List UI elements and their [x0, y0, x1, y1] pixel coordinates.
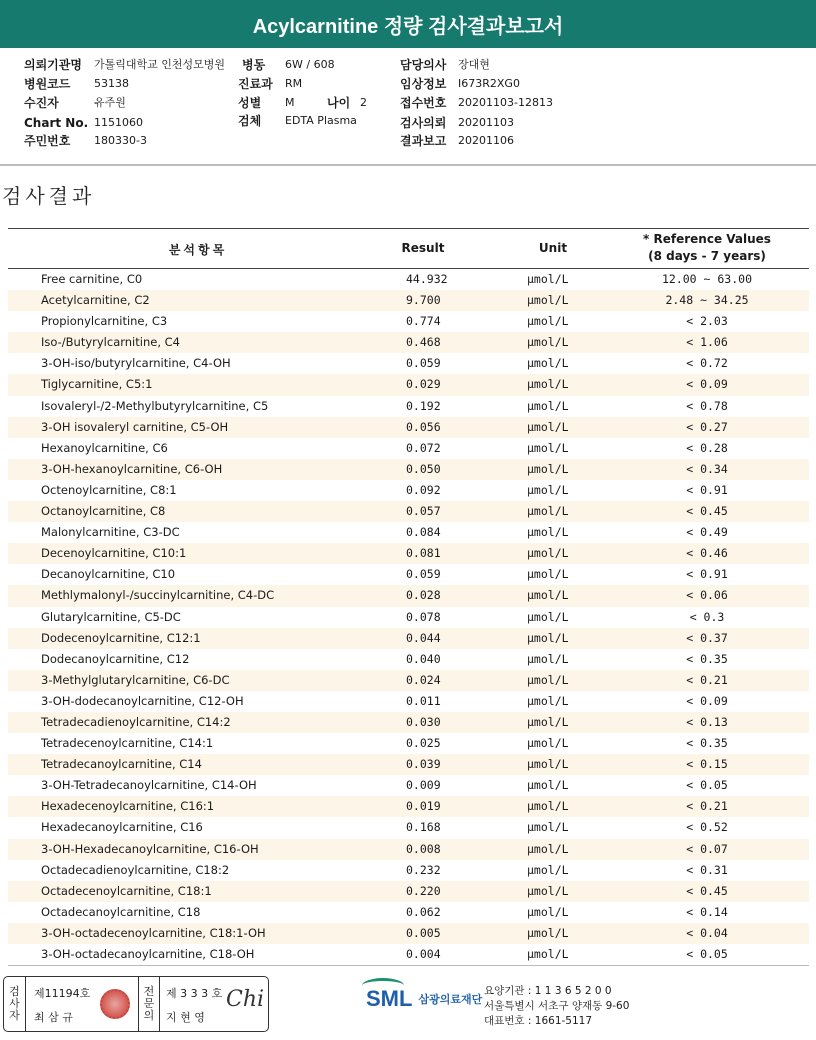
reference-value: < 0.37 — [686, 630, 728, 645]
unit-value: μmol/L — [527, 567, 569, 582]
reference-value: < 0.09 — [686, 377, 728, 392]
analyte-name: 3-Methylglutarylcarnitine, C6-DC — [41, 672, 230, 687]
specialist-name: 지 현 영 — [166, 1011, 205, 1024]
table-row — [8, 374, 809, 395]
table-row — [8, 438, 809, 459]
reference-value: < 0.07 — [686, 841, 728, 856]
unit-value: μmol/L — [527, 736, 569, 751]
result-value: 0.078 — [406, 609, 441, 624]
table-row — [8, 564, 809, 585]
report-date-label: 결과보고 — [400, 134, 447, 148]
analyte-name: 3-OH-iso/butyrylcarnitine, C4-OH — [41, 356, 231, 371]
result-value: 0.044 — [406, 630, 441, 645]
unit-value: μmol/L — [527, 314, 569, 329]
reference-value: < 0.72 — [686, 356, 728, 371]
result-value: 0.220 — [406, 883, 441, 898]
unit-value: μmol/L — [527, 672, 569, 687]
table-row — [8, 585, 809, 606]
table-row — [8, 860, 809, 881]
unit-value: μmol/L — [527, 947, 569, 961]
header-item: 분석항목 — [168, 243, 228, 257]
result-value: 0.062 — [406, 904, 441, 919]
unit-value: μmol/L — [527, 630, 569, 645]
table-row — [8, 417, 809, 438]
collector-value: 유주원 — [94, 96, 126, 109]
header-result: Result — [401, 241, 445, 255]
result-value: 0.028 — [406, 588, 441, 603]
analyte-name: Octadecenoylcarnitine, C18:1 — [41, 883, 212, 898]
result-value: 0.192 — [406, 398, 441, 413]
table-row — [8, 775, 809, 796]
table-bottom-rule — [8, 965, 809, 966]
unit-value: μmol/L — [527, 778, 569, 793]
reference-value: < 0.52 — [686, 820, 728, 835]
table-body — [8, 269, 809, 965]
specialist-label-2: 문 — [143, 997, 155, 1010]
table-row — [8, 796, 809, 817]
table-row — [8, 543, 809, 564]
analyte-name: Glutarylcarnitine, C5-DC — [41, 609, 181, 624]
footer — [0, 972, 816, 1040]
signature-box — [3, 976, 269, 1032]
analyte-name: Tiglycarnitine, C5:1 — [41, 377, 153, 392]
result-value: 0.168 — [406, 820, 441, 835]
result-value: 0.019 — [406, 799, 441, 814]
analyte-name: Decenoylcarnitine, C10:1 — [41, 546, 187, 561]
table-row — [8, 628, 809, 649]
result-value: 9.700 — [406, 293, 441, 308]
result-value: 0.029 — [406, 377, 441, 392]
table-row — [8, 839, 809, 860]
institution-phone: 대표번호 : 1661-5117 — [484, 1015, 593, 1027]
unit-value: μmol/L — [527, 588, 569, 603]
analyte-name: Tetradecenoylcarnitine, C14:1 — [41, 736, 214, 751]
unit-value: μmol/L — [527, 546, 569, 561]
analyte-name: Acetylcarnitine, C2 — [41, 293, 150, 308]
request-value: 20201103 — [458, 116, 514, 129]
clinical-label: 임상정보 — [400, 77, 447, 91]
result-value: 44.932 — [406, 272, 448, 286]
reference-value: < 0.3 — [689, 609, 725, 624]
reference-value: < 0.06 — [686, 588, 728, 603]
analyte-name: 3-OH-Hexadecanoylcarnitine, C16-OH — [41, 841, 259, 856]
logo-mark: SML — [366, 986, 413, 1011]
header-reference: * Reference Values — [643, 232, 771, 246]
table-row — [8, 817, 809, 838]
result-value: 0.005 — [406, 925, 441, 940]
result-value: 0.024 — [406, 672, 441, 687]
doctor-value: 장대현 — [458, 58, 490, 71]
receipt-value: 20201103-12813 — [458, 96, 553, 109]
table-row — [8, 902, 809, 923]
results-table — [8, 228, 809, 966]
reference-value: < 0.78 — [686, 398, 728, 413]
result-value: 0.057 — [406, 504, 441, 519]
chart-label: Chart No. — [24, 116, 89, 130]
reference-value: < 2.03 — [686, 314, 728, 329]
reference-value: < 0.91 — [686, 482, 728, 497]
reference-value: < 0.91 — [686, 567, 728, 582]
unit-value: μmol/L — [527, 883, 569, 898]
examiner-label — [4, 977, 26, 1031]
analyte-name: 3-OH-hexanoylcarnitine, C6-OH — [41, 461, 223, 476]
table-row — [8, 649, 809, 670]
unit-value: μmol/L — [527, 904, 569, 919]
table-row — [8, 332, 809, 353]
unit-value: μmol/L — [527, 461, 569, 476]
analyte-name: Dodecenoylcarnitine, C12:1 — [41, 630, 201, 645]
unit-value: μmol/L — [527, 398, 569, 413]
unit-value: μmol/L — [527, 272, 569, 286]
result-value: 0.081 — [406, 546, 441, 561]
table-row — [8, 522, 809, 543]
result-value: 0.774 — [406, 314, 441, 329]
analyte-name: Hexanoylcarnitine, C6 — [41, 440, 168, 455]
reference-value: < 0.05 — [686, 947, 728, 961]
table-row — [8, 353, 809, 374]
unit-value: μmol/L — [527, 841, 569, 856]
analyte-name: Hexadecenoylcarnitine, C16:1 — [41, 799, 215, 814]
result-value: 0.468 — [406, 335, 441, 350]
analyte-name: 3-OH-dodecanoylcarnitine, C12-OH — [41, 693, 244, 708]
result-value: 0.056 — [406, 419, 441, 434]
table-row — [8, 881, 809, 902]
specialist-label-1: 전 — [143, 985, 155, 998]
unit-value: μmol/L — [527, 525, 569, 540]
table-row — [8, 501, 809, 522]
result-value: 0.059 — [406, 567, 441, 582]
patient-info — [0, 48, 816, 166]
reference-value: 2.48 ~ 34.25 — [665, 293, 749, 308]
hospital-code-value: 53138 — [94, 77, 129, 90]
result-value: 0.011 — [406, 693, 441, 708]
reference-value: < 0.21 — [686, 672, 728, 687]
unit-value: μmol/L — [527, 440, 569, 455]
unit-value: μmol/L — [527, 482, 569, 497]
analyte-name: 3-OH-octadecenoylcarnitine, C18:1-OH — [41, 925, 266, 940]
unit-value: μmol/L — [527, 799, 569, 814]
examiner-name: 최 삼 규 — [34, 1011, 73, 1024]
result-value: 0.025 — [406, 736, 441, 751]
unit-value: μmol/L — [527, 609, 569, 624]
unit-value: μmol/L — [527, 757, 569, 772]
examiner-label-2: 사 — [9, 997, 20, 1010]
reference-value: < 0.46 — [686, 546, 728, 561]
unit-value: μmol/L — [527, 820, 569, 835]
analyte-name: 3-OH-octadecanoylcarnitine, C18-OH — [41, 947, 255, 961]
specimen-value: EDTA Plasma — [285, 114, 357, 127]
specimen-label: 검체 — [238, 114, 262, 128]
reference-value: < 0.45 — [686, 504, 728, 519]
analyte-name: Octadecanoylcarnitine, C18 — [41, 904, 201, 919]
institution-address: 서울특별시 서초구 양재동 9-60 — [484, 1000, 630, 1012]
table-row — [8, 459, 809, 480]
reference-value: < 0.35 — [686, 651, 728, 666]
age-value: 2 — [360, 96, 367, 109]
result-value: 0.039 — [406, 757, 441, 772]
unit-value: μmol/L — [527, 693, 569, 708]
analyte-name: Methlymalonyl-/succinylcarnitine, C4-DC — [41, 588, 275, 603]
sml-logo — [366, 986, 482, 1012]
reference-value: < 0.05 — [686, 778, 728, 793]
institution-code: 요양기관 : 1 1 3 6 5 2 0 0 — [484, 985, 612, 997]
dept-label: 진료과 — [238, 77, 273, 91]
ward-value: 6W / 608 — [285, 58, 335, 71]
reference-value: < 0.15 — [686, 757, 728, 772]
report-title: Acylcarnitine 정량 검사결과보고서 — [0, 0, 816, 48]
table-row — [8, 691, 809, 712]
table-row — [8, 480, 809, 501]
reference-value: < 0.45 — [686, 883, 728, 898]
reference-value: < 0.04 — [686, 925, 728, 940]
analyte-name: Propionylcarnitine, C3 — [41, 314, 168, 329]
result-value: 0.008 — [406, 841, 441, 856]
analyte-name: Hexadecanoylcarnitine, C16 — [41, 820, 203, 835]
id-label: 주민번호 — [24, 134, 71, 148]
collector-label: 수진자 — [24, 96, 59, 110]
hospital-code-label: 병원코드 — [24, 77, 71, 91]
analyte-name: Decanoylcarnitine, C10 — [41, 567, 176, 582]
analyte-name: 3-OH isovaleryl carnitine, C5-OH — [41, 419, 229, 434]
reference-value: < 0.09 — [686, 693, 728, 708]
sex-value: M — [285, 96, 295, 109]
result-value: 0.030 — [406, 714, 441, 729]
examiner-license: 제11194호 — [34, 987, 91, 1000]
examiner-label-1: 검 — [9, 985, 20, 998]
unit-value: μmol/L — [527, 377, 569, 392]
unit-value: μmol/L — [527, 714, 569, 729]
unit-value: μmol/L — [527, 419, 569, 434]
table-header — [8, 229, 809, 269]
section-title: 검사결과 — [2, 184, 96, 208]
reference-value: < 0.35 — [686, 736, 728, 751]
examiner-seal-icon — [100, 989, 130, 1019]
doctor-label: 담당의사 — [400, 58, 447, 72]
result-value: 0.040 — [406, 651, 441, 666]
chart-value: 1151060 — [94, 116, 143, 129]
report-date-value: 20201106 — [458, 134, 514, 147]
result-value: 0.232 — [406, 862, 441, 877]
specialist-label — [138, 977, 160, 1031]
reference-value: < 0.31 — [686, 862, 728, 877]
unit-value: μmol/L — [527, 356, 569, 371]
analyte-name: 3-OH-Tetradecanoylcarnitine, C14-OH — [41, 778, 257, 793]
hospital-label: 의뢰기관명 — [24, 58, 82, 72]
table-row — [8, 269, 809, 290]
result-value: 0.050 — [406, 461, 441, 476]
table-row — [8, 754, 809, 775]
unit-value: μmol/L — [527, 504, 569, 519]
reference-value: < 0.21 — [686, 799, 728, 814]
ward-label: 병동 — [242, 58, 266, 72]
unit-value: μmol/L — [527, 335, 569, 350]
reference-value: < 0.49 — [686, 525, 728, 540]
analyte-name: Tetradecanoylcarnitine, C14 — [41, 757, 202, 772]
examiner-label-3: 자 — [9, 1009, 20, 1022]
result-value: 0.072 — [406, 440, 441, 455]
header-reference-range: (8 days - 7 years) — [648, 249, 766, 263]
reference-value: 12.00 ~ 63.00 — [661, 272, 752, 286]
hospital-value: 가톨릭대학교 인천성모병원 — [94, 58, 226, 71]
reference-value: < 0.28 — [686, 440, 728, 455]
logo-org-name: 삼광의료재단 — [418, 993, 483, 1006]
dept-value: RM — [285, 77, 303, 90]
reference-value: < 0.14 — [686, 904, 728, 919]
receipt-label: 접수번호 — [400, 96, 447, 110]
id-value: 180330-3 — [94, 134, 147, 147]
unit-value: μmol/L — [527, 925, 569, 940]
reference-value: < 1.06 — [686, 335, 728, 350]
result-value: 0.004 — [406, 947, 441, 961]
specialist-label-3: 의 — [143, 1009, 155, 1022]
analyte-name: Tetradecadienoylcarnitine, C14:2 — [41, 714, 231, 729]
table-row — [8, 290, 809, 311]
table-row — [8, 944, 809, 965]
header-unit: Unit — [538, 241, 568, 255]
analyte-name: Malonylcarnitine, C3-DC — [41, 525, 180, 540]
reference-value: < 0.27 — [686, 419, 728, 434]
result-value: 0.084 — [406, 525, 441, 540]
unit-value: μmol/L — [527, 651, 569, 666]
result-value: 0.009 — [406, 778, 441, 793]
table-row — [8, 923, 809, 944]
table-row — [8, 311, 809, 332]
analyte-name: Octadecadienoylcarnitine, C18:2 — [41, 862, 230, 877]
table-row — [8, 670, 809, 691]
analyte-name: Octanoylcarnitine, C8 — [41, 504, 166, 519]
analyte-name: Iso-/Butyrylcarnitine, C4 — [41, 335, 180, 350]
analyte-name: Octenoylcarnitine, C8:1 — [41, 482, 177, 497]
table-row — [8, 733, 809, 754]
result-value: 0.059 — [406, 356, 441, 371]
analyte-name: Isovaleryl-/2-Methylbutyrylcarnitine, C5 — [41, 398, 269, 413]
sex-label: 성별 — [238, 96, 262, 110]
age-label: 나이 — [327, 96, 351, 110]
clinical-value: I673R2XG0 — [458, 77, 520, 90]
reference-value: < 0.34 — [686, 461, 728, 476]
unit-value: μmol/L — [527, 293, 569, 308]
result-value: 0.092 — [406, 482, 441, 497]
specialist-license: 제 3 3 3 호 — [166, 987, 223, 1000]
table-row — [8, 712, 809, 733]
unit-value: μmol/L — [527, 862, 569, 877]
analyte-name: Free carnitine, C0 — [41, 272, 143, 286]
reference-value: < 0.13 — [686, 714, 728, 729]
specialist-signature: Chi — [226, 987, 265, 1012]
table-row — [8, 396, 809, 417]
request-label: 검사의뢰 — [400, 116, 447, 130]
table-row — [8, 607, 809, 628]
contact-info — [484, 984, 629, 1029]
analyte-name: Dodecanoylcarnitine, C12 — [41, 651, 190, 666]
